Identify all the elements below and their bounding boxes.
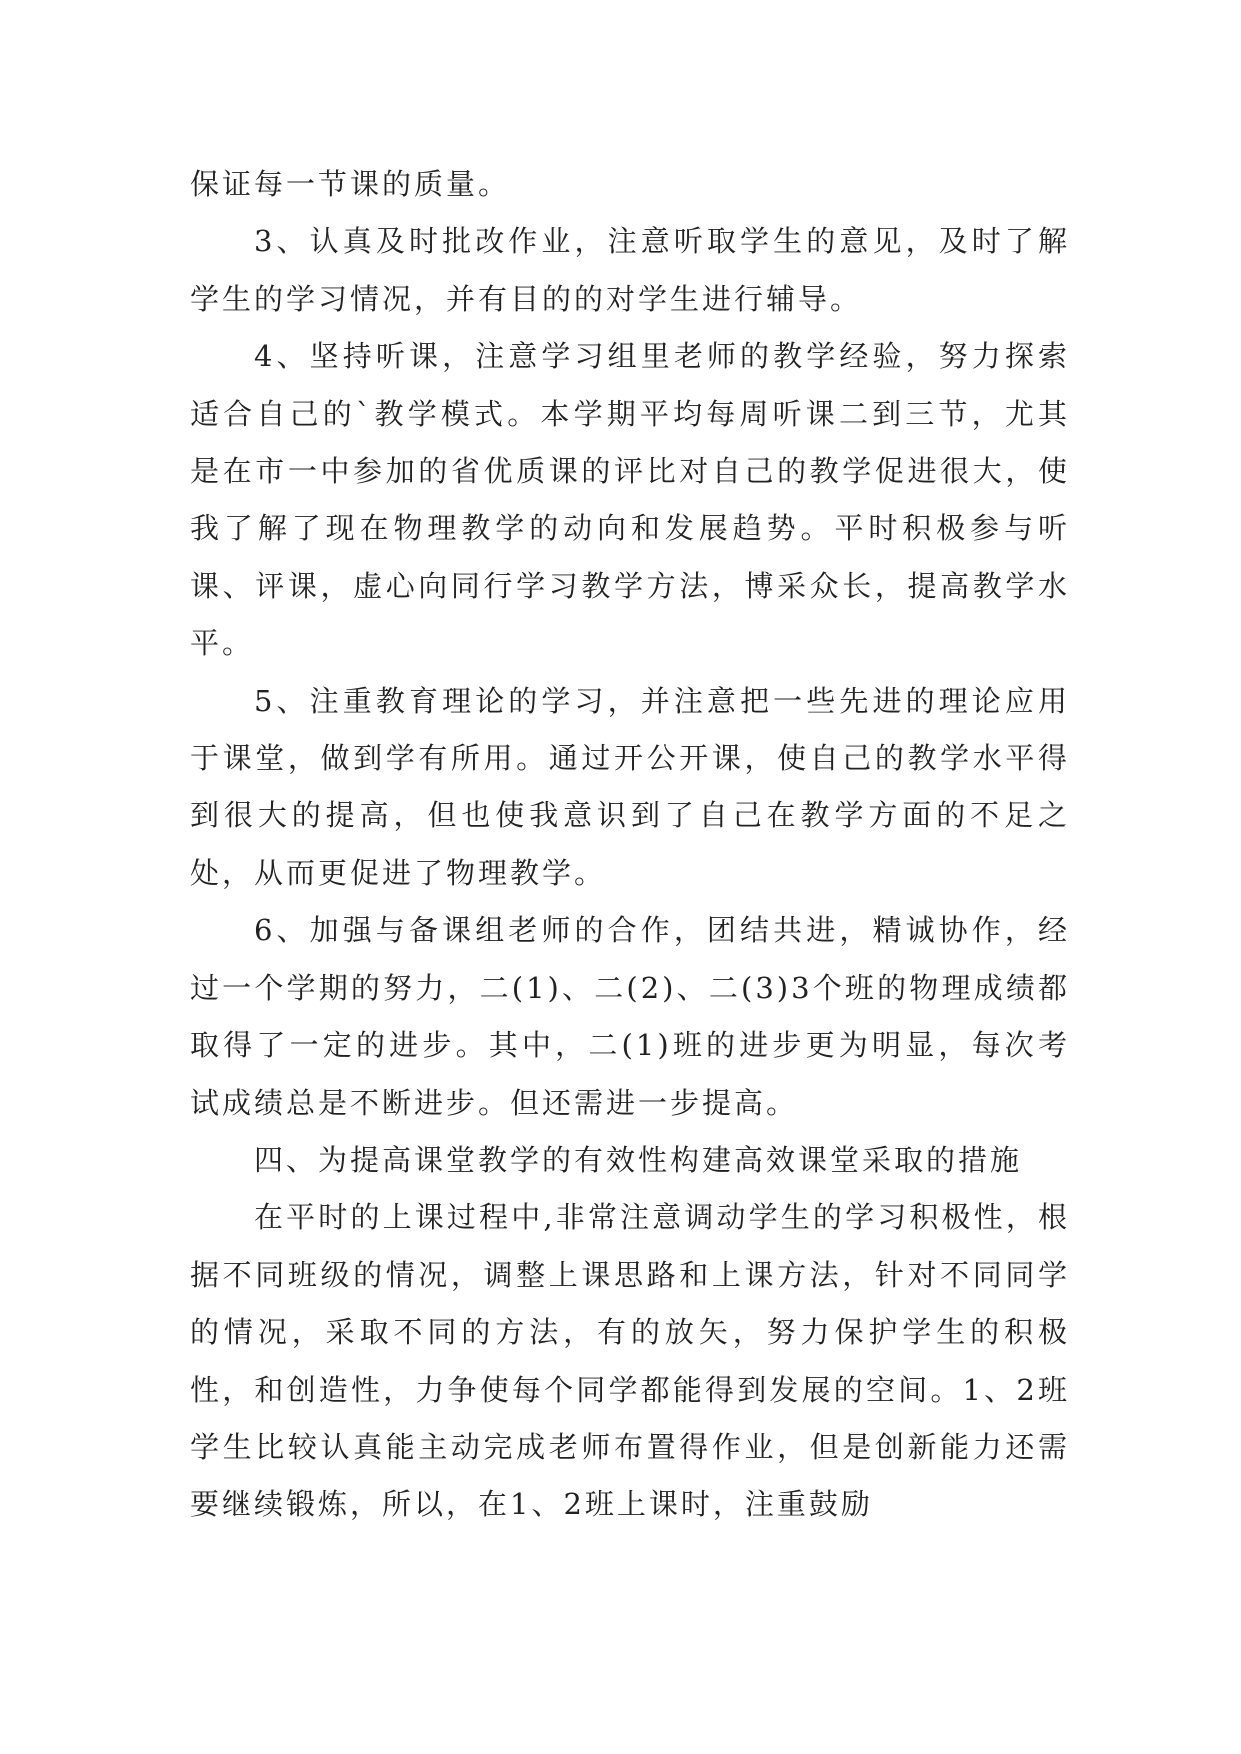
paragraph-4: 5、注重教育理论的学习，并注意把一些先进的理论应用于课堂，做到学有所用。通过开公开课，使自己的教学水平得到很大的提高，但也使我意识到了自己在教学方面的不足之处，从而更促进了物理教学。 <box>190 683 1070 890</box>
paragraph-2: 3、认真及时批改作业，注意听取学生的意见，及时了解学生的学习情况，并有目的的对学生进行辅导。 <box>190 224 1070 316</box>
paragraph-6: 在平时的上课过程中,非常注意调动学生的学习积极性，根据不同班级的情况，调整上课思路和上课方法，针对不同同学的情况，采取不同的方法，有的放矢，努力保护学生的积极性，和创造性，力争使每个同学都能得到发展的空间。1、2班学生比较认真能主动完成老师布置得作业，但是创新能力还需要继续锻炼，所以，在1、2班上课时，注重鼓励 <box>190 1200 1070 1522</box>
section-heading: 四、为提高课堂教学的有效性构建高效课堂采取的措施 <box>254 1142 1023 1177</box>
document-body <box>190 156 1070 1534</box>
paragraph-5: 6、加强与备课组老师的合作，团结共进，精诚协作，经过一个学期的努力，二(1)、二(2)、二(3)3个班的物理成绩都取得了一定的进步。其中，二(1)班的进步更为明显，每次考试成绩总是不断进步。但还需进一步提高。 <box>190 913 1070 1120</box>
paragraph-1: 保证每一节课的质量。 <box>190 167 511 201</box>
paragraph-3: 4、坚持听课，注意学习组里老师的教学经验，努力探索适合自己的`教学模式。本学期平均每周听课二到三节，尤其是在市一中参加的省优质课的评比对自己的教学促进很大，使我了解了现在物理教学的动向和发展趋势。平时积极参与听课、评课，虚心向同行学习教学方法，博采众长，提高教学水平。 <box>190 339 1070 661</box>
